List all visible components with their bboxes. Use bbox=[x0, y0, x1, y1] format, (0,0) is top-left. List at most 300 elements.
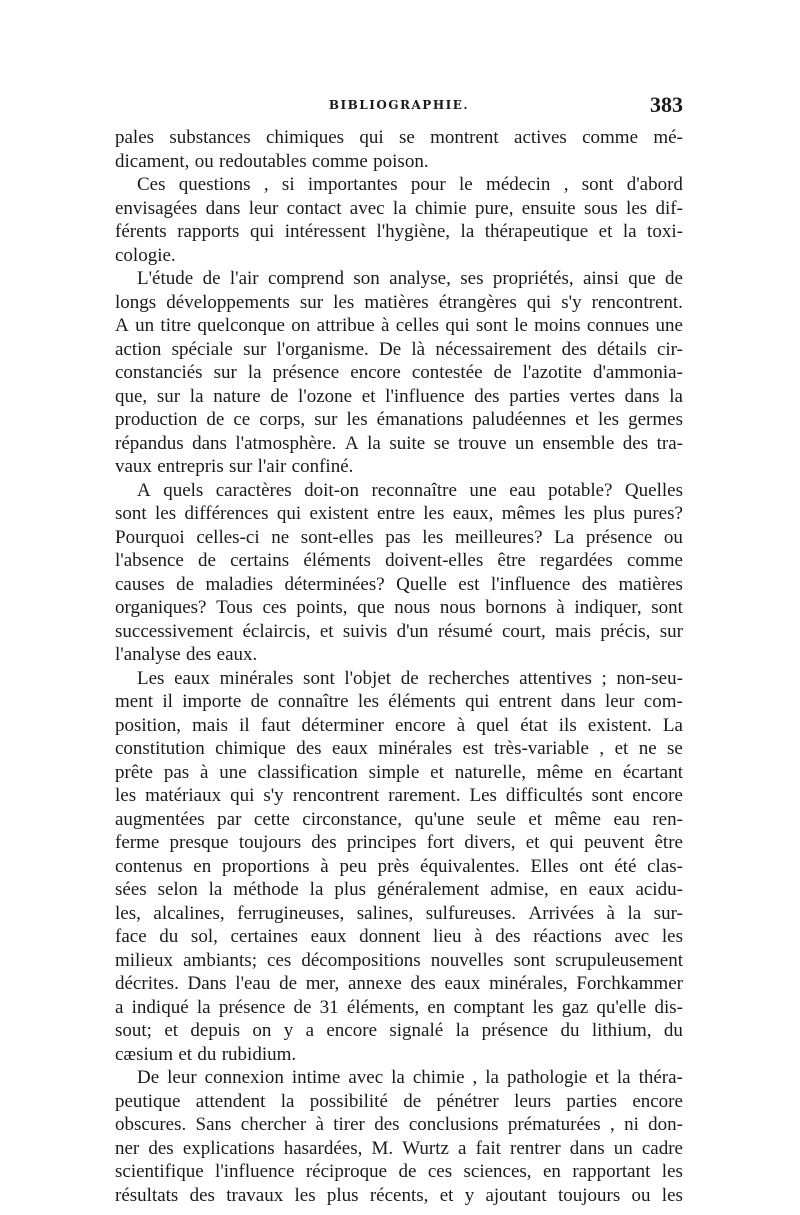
text-line bbox=[115, 432, 683, 456]
word: leur bbox=[167, 1067, 197, 1088]
word: que bbox=[357, 597, 385, 618]
paragraph bbox=[115, 126, 683, 173]
paragraph bbox=[115, 1066, 683, 1207]
text-line bbox=[115, 197, 683, 221]
word: une bbox=[219, 761, 247, 783]
word: la bbox=[455, 1020, 470, 1041]
word: de bbox=[398, 1161, 417, 1182]
word: ne bbox=[271, 526, 290, 548]
word: réciproque bbox=[305, 1161, 388, 1182]
word: qui bbox=[526, 291, 552, 313]
word: A bbox=[115, 315, 129, 336]
word: de bbox=[493, 362, 512, 383]
word: ; bbox=[601, 667, 607, 689]
word: sont bbox=[115, 503, 147, 524]
word: ces bbox=[267, 949, 292, 971]
word: sont bbox=[513, 949, 546, 971]
word: encore bbox=[632, 785, 683, 806]
word: dans bbox=[624, 385, 660, 407]
word: de bbox=[206, 409, 225, 430]
word: celles bbox=[395, 315, 440, 336]
word: des bbox=[186, 644, 212, 665]
word: cæsium bbox=[115, 1043, 174, 1065]
word: une bbox=[469, 479, 497, 501]
word: proportions bbox=[221, 855, 310, 877]
word: déterminées? bbox=[284, 573, 385, 595]
word: d'un bbox=[396, 620, 429, 642]
word: non-seu- bbox=[616, 667, 683, 689]
text-line bbox=[115, 737, 683, 761]
word: hasardées, bbox=[283, 1137, 363, 1159]
word: écartant bbox=[622, 761, 683, 783]
word: contenus bbox=[115, 855, 183, 877]
word: on bbox=[252, 1020, 272, 1041]
word: pas bbox=[163, 761, 190, 783]
word: importantes bbox=[307, 174, 398, 195]
word: seule bbox=[476, 808, 516, 830]
word: chimie bbox=[412, 1067, 465, 1088]
word: classification bbox=[257, 761, 358, 783]
word: com- bbox=[643, 691, 683, 712]
word: difficultés bbox=[505, 785, 583, 806]
word: certains bbox=[230, 550, 290, 571]
word: quel bbox=[476, 714, 510, 736]
word: nous bbox=[394, 597, 431, 618]
word: encore bbox=[350, 362, 401, 383]
word: l'organisme. bbox=[276, 338, 369, 360]
word: cadre bbox=[641, 1137, 683, 1159]
word: ner bbox=[115, 1137, 140, 1159]
word: l'air bbox=[229, 268, 259, 289]
word: l'absence bbox=[115, 550, 184, 571]
word: eaux bbox=[588, 879, 625, 900]
word: signalé bbox=[389, 1020, 444, 1041]
word: présence bbox=[272, 362, 340, 383]
word: méthode bbox=[233, 879, 299, 900]
word: don- bbox=[648, 1114, 683, 1135]
word: divers, bbox=[464, 832, 516, 853]
text-line bbox=[115, 996, 683, 1020]
word: la bbox=[616, 1067, 631, 1088]
word: été bbox=[614, 855, 637, 877]
word: que, bbox=[115, 385, 148, 407]
word: toxi- bbox=[647, 221, 683, 242]
word: avec bbox=[348, 1067, 384, 1088]
text-line bbox=[115, 455, 683, 479]
word: la bbox=[367, 432, 381, 454]
word: les bbox=[661, 926, 683, 947]
word: gaz bbox=[561, 996, 589, 1018]
word: si bbox=[281, 174, 295, 195]
word: plus bbox=[326, 1184, 359, 1206]
word: scrupuleusement bbox=[555, 949, 683, 971]
word: de bbox=[279, 973, 298, 994]
text-line bbox=[115, 408, 683, 432]
word: ambiants; bbox=[183, 949, 257, 971]
word: , bbox=[263, 174, 269, 195]
word: de bbox=[400, 667, 419, 689]
word: qui bbox=[445, 315, 470, 336]
word: les bbox=[661, 1161, 683, 1182]
word: germes bbox=[628, 409, 683, 430]
body-text bbox=[115, 126, 683, 1207]
word: certaines bbox=[230, 926, 299, 947]
word: éléments bbox=[303, 550, 371, 571]
word: redoutables bbox=[219, 150, 307, 172]
word: importe bbox=[182, 691, 242, 712]
text-line bbox=[115, 526, 683, 550]
word: de bbox=[293, 996, 312, 1018]
word: émanations bbox=[376, 409, 464, 430]
word: il bbox=[162, 691, 173, 712]
word: sciences, bbox=[463, 1161, 532, 1182]
word: les bbox=[422, 526, 444, 548]
word: des bbox=[189, 1184, 215, 1206]
word: là bbox=[411, 338, 426, 360]
word: simple bbox=[368, 761, 420, 783]
word: clas- bbox=[647, 855, 683, 877]
word: même bbox=[536, 761, 584, 783]
word: une bbox=[655, 315, 683, 336]
word: de bbox=[403, 1090, 422, 1112]
word: annexe bbox=[347, 973, 402, 994]
word: encore bbox=[632, 1090, 683, 1112]
word: recherches bbox=[428, 667, 510, 689]
word: sur- bbox=[653, 902, 683, 924]
text-line bbox=[115, 761, 683, 785]
word: un bbox=[135, 315, 155, 336]
word: caractères bbox=[215, 479, 292, 501]
text-line bbox=[115, 925, 683, 949]
word: circonstance, bbox=[302, 808, 402, 830]
word: à bbox=[606, 902, 615, 924]
word: rencontrent bbox=[292, 785, 380, 806]
word: corps, bbox=[259, 409, 306, 430]
word: des bbox=[296, 738, 322, 759]
word: ferme bbox=[115, 832, 160, 853]
word: en bbox=[542, 1161, 561, 1182]
word: éléments bbox=[388, 691, 456, 712]
word: ces bbox=[427, 1161, 453, 1182]
word: eaux bbox=[331, 738, 368, 759]
word: étrangères bbox=[438, 291, 517, 313]
word: eaux. bbox=[216, 644, 258, 665]
word: potable? bbox=[548, 479, 613, 501]
word: sont bbox=[303, 667, 335, 689]
word: les, bbox=[115, 902, 141, 924]
word: près bbox=[377, 855, 410, 877]
word: à bbox=[315, 1114, 324, 1135]
word: la bbox=[280, 1090, 295, 1112]
word: rapportant bbox=[572, 1161, 651, 1182]
word: connexion bbox=[204, 1067, 284, 1088]
word: très-variable bbox=[494, 738, 589, 759]
text-line bbox=[115, 220, 683, 244]
word: lithium, bbox=[591, 1020, 652, 1041]
word: mé- bbox=[653, 127, 683, 148]
word: pathologie bbox=[506, 1067, 588, 1088]
text-line bbox=[115, 596, 683, 620]
word: être bbox=[497, 550, 526, 571]
word: bornons bbox=[485, 597, 547, 618]
running-title: BIBLIOGRAPHIE. bbox=[328, 98, 470, 112]
text-line bbox=[115, 831, 683, 855]
word: de bbox=[198, 550, 216, 571]
word: les bbox=[357, 691, 379, 712]
word: les bbox=[597, 409, 620, 430]
word: mais bbox=[192, 714, 229, 736]
word: la bbox=[208, 879, 223, 900]
word: qui bbox=[276, 503, 302, 524]
word: les bbox=[532, 996, 554, 1018]
word: de bbox=[665, 268, 683, 289]
word: cologie. bbox=[115, 244, 176, 266]
word: la bbox=[189, 385, 204, 407]
word: de bbox=[270, 385, 289, 407]
word: et bbox=[361, 385, 376, 407]
word: pales bbox=[115, 127, 155, 148]
word: Elles bbox=[530, 855, 569, 877]
word: mer, bbox=[305, 973, 340, 994]
text-line bbox=[115, 291, 683, 315]
word: les bbox=[155, 503, 177, 524]
word: thérapeutique bbox=[484, 221, 589, 242]
word: la bbox=[627, 902, 642, 924]
word: , bbox=[610, 1114, 615, 1135]
word: entre bbox=[376, 503, 415, 524]
word: sont bbox=[476, 315, 508, 336]
word: être bbox=[654, 832, 683, 853]
word: tra- bbox=[656, 432, 683, 454]
running-head bbox=[115, 92, 683, 118]
word: paludéennes bbox=[472, 409, 567, 430]
word: Arrivées bbox=[528, 902, 594, 924]
word: à bbox=[474, 926, 483, 947]
word: dicament, bbox=[115, 150, 190, 172]
word: successivement bbox=[115, 620, 234, 642]
text-line bbox=[115, 150, 683, 174]
word: par bbox=[217, 808, 242, 830]
word: attentives bbox=[519, 667, 592, 689]
word: à bbox=[381, 315, 390, 336]
word: connues bbox=[586, 315, 650, 336]
word: qu'elle bbox=[596, 996, 647, 1018]
word: même bbox=[554, 808, 601, 830]
word: sont bbox=[581, 174, 614, 195]
word: en bbox=[427, 996, 446, 1018]
word: peutique bbox=[115, 1090, 181, 1112]
word: peu bbox=[339, 855, 367, 877]
word: ils bbox=[558, 714, 577, 736]
word: constitution bbox=[115, 738, 205, 759]
word: ni bbox=[624, 1114, 639, 1135]
text-line bbox=[115, 690, 683, 714]
word: avec bbox=[614, 926, 650, 947]
word: des bbox=[374, 1114, 400, 1135]
word: augmentées bbox=[115, 808, 205, 830]
word: du bbox=[663, 1020, 683, 1041]
text-line bbox=[115, 643, 683, 667]
word: différences bbox=[184, 503, 269, 524]
word: du bbox=[159, 926, 179, 947]
word: organiques? bbox=[115, 597, 207, 618]
word: en bbox=[559, 879, 578, 900]
word: avec bbox=[349, 197, 385, 219]
word: quels bbox=[163, 479, 204, 501]
word: l'ozone bbox=[298, 385, 353, 407]
word: reconnaître bbox=[371, 479, 457, 501]
word: A bbox=[344, 432, 359, 454]
word: eaux bbox=[310, 926, 347, 947]
word: attendent bbox=[195, 1090, 266, 1112]
word: sur bbox=[156, 385, 181, 407]
word: ment bbox=[115, 691, 153, 712]
word: Tous bbox=[216, 597, 253, 618]
word: face bbox=[115, 926, 147, 947]
word: confiné. bbox=[291, 456, 354, 477]
word: causes bbox=[115, 573, 165, 595]
word: regardées bbox=[540, 550, 613, 571]
word: doit-on bbox=[304, 479, 360, 501]
word: détails bbox=[597, 338, 647, 360]
text-line bbox=[115, 1184, 683, 1208]
word: depuis bbox=[190, 1020, 240, 1041]
word: éclaircis, bbox=[242, 620, 311, 642]
word: peuvent bbox=[584, 832, 645, 853]
word: chercher bbox=[240, 1114, 307, 1135]
text-line bbox=[115, 972, 683, 996]
word: conclusions bbox=[408, 1114, 499, 1135]
word: comptant bbox=[453, 996, 525, 1018]
word: leur bbox=[604, 691, 635, 712]
word: sont bbox=[651, 597, 683, 618]
word: Quelles bbox=[624, 479, 683, 501]
word: les bbox=[294, 1184, 316, 1206]
text-line bbox=[115, 267, 683, 291]
word: donnent bbox=[359, 926, 421, 947]
word: comprend bbox=[268, 268, 344, 289]
word: sulfureuses. bbox=[425, 902, 517, 924]
word: d'ammonia- bbox=[592, 362, 683, 383]
word: et bbox=[575, 409, 589, 430]
word: de bbox=[250, 691, 269, 712]
word: pure, bbox=[474, 197, 514, 219]
word: L'étude bbox=[137, 268, 194, 289]
word: , bbox=[599, 738, 605, 759]
word: s'y bbox=[263, 785, 284, 806]
word: indiquer, bbox=[574, 597, 642, 618]
word: titre bbox=[160, 315, 192, 336]
word: poison. bbox=[373, 150, 429, 172]
word: travaux bbox=[226, 1184, 284, 1206]
text-line bbox=[115, 1113, 683, 1137]
word: chimique bbox=[215, 738, 286, 759]
word: envisagées bbox=[115, 197, 198, 219]
word: des bbox=[474, 385, 500, 407]
word: sont-elles bbox=[300, 526, 374, 548]
word: montrent bbox=[430, 127, 499, 148]
word: les bbox=[626, 197, 648, 219]
text-line bbox=[115, 338, 683, 362]
word: la bbox=[485, 1067, 499, 1088]
word: récents, bbox=[369, 1184, 429, 1206]
word: dans bbox=[569, 1137, 605, 1159]
word: La bbox=[554, 526, 575, 548]
word: chimiques bbox=[265, 127, 345, 148]
word: faut bbox=[260, 714, 291, 736]
word: ses bbox=[460, 268, 484, 289]
word: position, bbox=[115, 714, 181, 736]
text-line bbox=[115, 173, 683, 197]
word: médecin bbox=[486, 174, 551, 195]
word: questions bbox=[178, 174, 251, 195]
word: eaux bbox=[174, 667, 210, 689]
word: prématurées bbox=[507, 1114, 601, 1135]
word: ont bbox=[579, 855, 604, 877]
word: sur bbox=[243, 338, 267, 360]
word: de bbox=[176, 573, 194, 595]
word: qui bbox=[230, 785, 255, 806]
word: Forchkammer bbox=[576, 973, 683, 994]
word: sées bbox=[115, 879, 147, 900]
word: sous bbox=[583, 197, 618, 219]
word: Ces bbox=[137, 174, 166, 195]
word: décompositions bbox=[301, 949, 421, 971]
text-line bbox=[115, 361, 683, 385]
word: l'influence bbox=[215, 1161, 295, 1182]
text-line bbox=[115, 855, 683, 879]
word: Wurtz bbox=[402, 1137, 449, 1159]
word: matières bbox=[618, 573, 683, 595]
text-line bbox=[115, 1019, 683, 1043]
word: des bbox=[495, 926, 521, 947]
text-line bbox=[115, 1090, 683, 1114]
word: longs bbox=[115, 291, 157, 313]
word: toujours bbox=[557, 1184, 621, 1206]
word: la bbox=[460, 221, 475, 242]
word: suivis bbox=[342, 620, 388, 642]
word: rentrer bbox=[510, 1137, 561, 1159]
text-line bbox=[115, 314, 683, 338]
word: parties bbox=[509, 385, 560, 407]
word: décrites. bbox=[115, 973, 179, 994]
word: se bbox=[667, 738, 683, 759]
word: quelconque bbox=[197, 315, 285, 336]
word: répandus bbox=[115, 432, 184, 454]
text-line bbox=[115, 244, 683, 268]
word: entrepris bbox=[157, 456, 224, 477]
word: celles-ci bbox=[196, 526, 260, 548]
word: suite bbox=[389, 432, 426, 454]
word: à bbox=[456, 714, 466, 736]
word: indiqué bbox=[131, 996, 189, 1018]
paragraph bbox=[115, 479, 683, 667]
word: eau bbox=[509, 479, 536, 501]
word: et bbox=[319, 620, 334, 642]
word: eaux bbox=[444, 973, 481, 994]
word: se bbox=[433, 432, 450, 454]
word: 31 bbox=[319, 996, 339, 1018]
word: rencontrent. bbox=[591, 291, 683, 313]
text-line bbox=[115, 1066, 683, 1090]
word: et bbox=[528, 808, 543, 830]
word: et bbox=[439, 1184, 454, 1206]
text-line bbox=[115, 549, 683, 573]
word: éléments, bbox=[346, 996, 420, 1018]
word: plus bbox=[334, 879, 367, 900]
word: comme bbox=[311, 150, 368, 172]
word: Les bbox=[469, 785, 497, 806]
